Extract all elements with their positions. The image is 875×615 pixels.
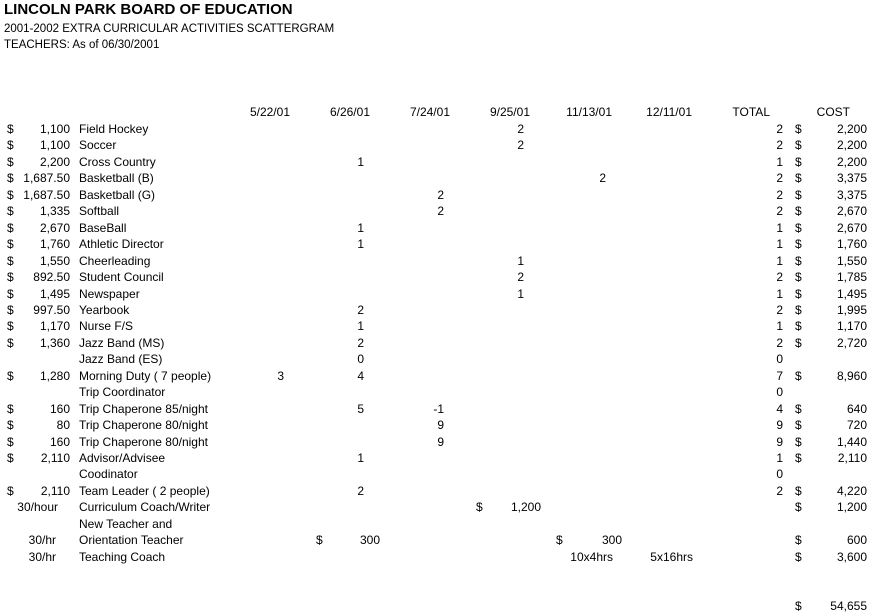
- activity-name: Field Hockey: [79, 122, 149, 136]
- count-cell: 2: [599, 171, 606, 186]
- activity-name: Softball: [79, 204, 120, 219]
- count-cell: 1: [357, 237, 364, 252]
- row-cost: 1,200: [836, 500, 867, 515]
- page-title: LINCOLN PARK BOARD OF EDUCATION: [4, 1, 293, 18]
- row-total: 1: [776, 237, 783, 252]
- activity-name: Student Council: [79, 270, 164, 285]
- date-header: 5/22/01: [249, 105, 290, 119]
- rate-sign: $: [7, 418, 14, 433]
- row-total: 1: [776, 319, 783, 334]
- row-total: 2: [776, 270, 783, 285]
- activity-name: Basketball (B): [79, 171, 154, 186]
- activity-name: Athletic Director: [79, 237, 164, 252]
- rate-value: 1,280: [39, 368, 70, 383]
- count-cell: 2: [517, 138, 524, 153]
- rate-sign: $: [7, 368, 14, 383]
- rate-sign: $: [7, 220, 14, 235]
- count-cell: 9: [437, 418, 444, 433]
- rate-sign: $: [7, 451, 14, 465]
- cost-header: COST: [816, 105, 850, 119]
- cost-sign: $: [795, 122, 802, 136]
- rate-value: 2,110: [40, 483, 70, 498]
- row-cost: 720: [846, 418, 867, 433]
- count-cell: -1: [433, 401, 444, 416]
- cost-sign: $: [795, 451, 802, 465]
- cost-sign: $: [795, 335, 802, 350]
- row-total: 1: [776, 451, 783, 465]
- amount-sign: $: [556, 533, 563, 548]
- rate-value: 1,100: [39, 122, 70, 136]
- count-cell: 2: [437, 187, 444, 202]
- activity-name: Trip Chaperone 85/night: [79, 401, 208, 416]
- rate-value: 1,687.50: [23, 187, 70, 202]
- rate-value: 2,110: [40, 451, 70, 465]
- row-total: 1: [776, 286, 783, 301]
- rate-value: 1,495: [39, 286, 70, 301]
- cost-sign: $: [795, 418, 802, 433]
- row-cost: 4,220: [836, 483, 867, 498]
- activity-name: Trip Chaperone 80/night: [79, 418, 208, 433]
- rate-sign: $: [7, 319, 14, 334]
- row-cost: 2,670: [836, 220, 867, 235]
- row-cost: 8,960: [836, 368, 867, 383]
- activity-name: Basketball (G): [79, 187, 156, 202]
- count-cell: 1: [517, 253, 524, 268]
- count-cell: 2: [357, 335, 364, 350]
- row-cost: 3,600: [836, 549, 867, 564]
- cost-sign: $: [795, 302, 802, 317]
- row-cost: 600: [846, 533, 867, 548]
- count-cell: 9: [437, 434, 444, 449]
- cost-sign: $: [795, 204, 802, 219]
- date-header: 9/25/01: [489, 105, 530, 119]
- row-total: 0: [776, 467, 783, 482]
- amount-sign: $: [476, 500, 483, 515]
- cost-sign: $: [795, 401, 802, 416]
- cost-sign: $: [795, 171, 802, 186]
- row-cost: 1,995: [836, 302, 867, 317]
- activity-name: Trip Chaperone 80/night: [79, 434, 208, 449]
- count-cell: 0: [357, 352, 364, 367]
- cost-sign: $: [795, 187, 802, 202]
- count-cell: 1: [517, 286, 524, 301]
- row-cost: 2,200: [836, 122, 867, 136]
- activity-name: Cross Country: [79, 154, 156, 169]
- schedule-note: 10x4hrs: [570, 549, 613, 564]
- rate-value: 1,170: [39, 319, 70, 334]
- activity-name: Morning Duty ( 7 people): [79, 368, 212, 383]
- activity-name: Trip Coordinator: [79, 385, 166, 400]
- cost-sign: $: [795, 368, 802, 383]
- report-subtitle: 2001-2002 EXTRA CURRICULAR ACTIVITIES SCATTERGRAM: [4, 23, 335, 35]
- row-total: 1: [776, 253, 783, 268]
- rate-sign: $: [7, 286, 14, 301]
- count-cell: 2: [517, 122, 524, 136]
- activity-name: Jazz Band (MS): [79, 335, 165, 350]
- rate-sign: $: [7, 237, 14, 252]
- row-total: 1: [776, 220, 783, 235]
- row-total: 2: [776, 138, 783, 153]
- cost-sign: $: [795, 220, 802, 235]
- rate-sign: $: [7, 270, 14, 285]
- cost-sign: $: [795, 270, 802, 285]
- row-cost: 1,170: [836, 319, 867, 334]
- cost-sign: $: [795, 434, 802, 449]
- rate-sign: $: [7, 253, 14, 268]
- rate-value: 30/hr: [28, 549, 56, 564]
- rate-value: 1,687.50: [23, 171, 70, 186]
- date-header: 12/11/01: [646, 105, 692, 119]
- grand-total: 54,655: [830, 599, 867, 613]
- row-cost: 1,760: [836, 237, 867, 252]
- activity-name: New Teacher and: [79, 516, 173, 531]
- rate-value: 1,550: [39, 253, 70, 268]
- row-cost: 2,200: [836, 138, 867, 153]
- date-header: 7/24/01: [409, 105, 450, 119]
- cost-sign: $: [795, 286, 802, 301]
- activity-name: Nurse F/S: [79, 319, 134, 334]
- row-cost: 3,375: [836, 171, 867, 186]
- row-cost: 2,720: [836, 335, 867, 350]
- rate-value: 1,335: [39, 204, 70, 219]
- activity-name: Team Leader ( 2 people): [79, 483, 210, 498]
- count-cell: 2: [357, 483, 364, 498]
- row-cost: 1,550: [836, 253, 867, 268]
- cost-sign: $: [795, 549, 802, 564]
- rate-value: 1,100: [39, 138, 70, 153]
- row-total: 2: [776, 302, 783, 317]
- cost-sign: $: [795, 500, 802, 515]
- schedule-note: 5x16hrs: [650, 549, 693, 564]
- cost-sign: $: [795, 154, 802, 169]
- row-total: 2: [776, 204, 783, 219]
- count-cell: 1: [357, 154, 364, 169]
- count-cell: 5: [357, 401, 364, 416]
- rate-value: 160: [49, 434, 70, 449]
- activity-name: Advisor/Advisee: [79, 451, 166, 465]
- activity-name: Orientation Teacher: [79, 533, 184, 548]
- rate-sign: $: [7, 171, 14, 186]
- activity-name: Yearbook: [79, 302, 130, 317]
- rate-value: 30/hr: [28, 533, 56, 548]
- row-cost: 2,200: [836, 154, 867, 169]
- rate-value: 2,670: [39, 220, 70, 235]
- rate-sign: $: [7, 154, 14, 169]
- as-of-line: TEACHERS: As of 06/30/2001: [4, 39, 160, 51]
- row-total: 9: [776, 434, 783, 449]
- count-cell: 4: [357, 368, 364, 383]
- cost-sign: $: [795, 237, 802, 252]
- rate-value: 1,760: [39, 237, 70, 252]
- amount-value: 300: [359, 533, 380, 548]
- activity-name: Soccer: [79, 138, 117, 153]
- activity-name: BaseBall: [79, 220, 127, 235]
- amount-value: 1,200: [510, 500, 541, 515]
- row-total: 4: [776, 401, 783, 416]
- row-total: 9: [776, 418, 783, 433]
- rate-sign: $: [7, 187, 14, 202]
- rate-value: 30/hour: [17, 500, 58, 515]
- row-cost: 1,440: [836, 434, 867, 449]
- rate-sign: $: [7, 302, 14, 317]
- count-cell: 2: [517, 270, 524, 285]
- rate-sign: $: [7, 122, 14, 136]
- count-cell: 2: [357, 302, 364, 317]
- cost-sign: $: [795, 483, 802, 498]
- activity-name: Jazz Band (ES): [79, 352, 163, 367]
- row-cost: 1,495: [836, 286, 867, 301]
- row-total: 1: [776, 154, 783, 169]
- rate-value: 1,360: [39, 335, 70, 350]
- count-cell: 1: [357, 451, 364, 465]
- row-cost: 2,670: [836, 204, 867, 219]
- row-cost: 640: [846, 401, 867, 416]
- count-cell: 1: [357, 319, 364, 334]
- activity-name: Curriculum Coach/Writer: [79, 500, 211, 515]
- rate-value: 160: [49, 401, 70, 416]
- row-cost: 2,110: [837, 451, 867, 465]
- cost-sign: $: [795, 533, 802, 548]
- row-total: 2: [776, 335, 783, 350]
- rate-sign: $: [7, 138, 14, 153]
- rate-value: 997.50: [33, 302, 70, 317]
- amount-value: 300: [601, 533, 622, 548]
- row-total: 7: [776, 368, 783, 383]
- rate-sign: $: [7, 434, 14, 449]
- rate-value: 2,200: [39, 154, 70, 169]
- rate-sign: $: [7, 335, 14, 350]
- row-total: 2: [776, 171, 783, 186]
- row-cost: 1,785: [836, 270, 867, 285]
- activity-name: Newspaper: [79, 286, 140, 301]
- row-total: 2: [776, 122, 783, 136]
- activity-name: Cheerleading: [79, 253, 151, 268]
- cost-sign: $: [795, 138, 802, 153]
- date-header: 6/26/01: [329, 105, 370, 119]
- count-cell: 1: [357, 220, 364, 235]
- rate-sign: $: [7, 483, 14, 498]
- count-cell: 3: [277, 368, 284, 383]
- count-cell: 2: [437, 204, 444, 219]
- rate-value: 80: [56, 418, 70, 433]
- rate-value: 892.50: [33, 270, 70, 285]
- rate-sign: $: [7, 401, 14, 416]
- date-header: 11/13/01: [566, 105, 612, 119]
- amount-sign: $: [316, 533, 323, 548]
- rate-sign: $: [7, 204, 14, 219]
- row-total: 0: [776, 385, 783, 400]
- grand-total-sign: $: [795, 599, 802, 613]
- row-total: 2: [776, 483, 783, 498]
- row-total: 0: [776, 352, 783, 367]
- total-header: TOTAL: [732, 105, 770, 119]
- cost-sign: $: [795, 319, 802, 334]
- activity-name: Teaching Coach: [79, 549, 166, 564]
- row-cost: 3,375: [836, 187, 867, 202]
- cost-sign: $: [795, 253, 802, 268]
- row-total: 2: [776, 187, 783, 202]
- activity-name: Coodinator: [79, 467, 138, 482]
